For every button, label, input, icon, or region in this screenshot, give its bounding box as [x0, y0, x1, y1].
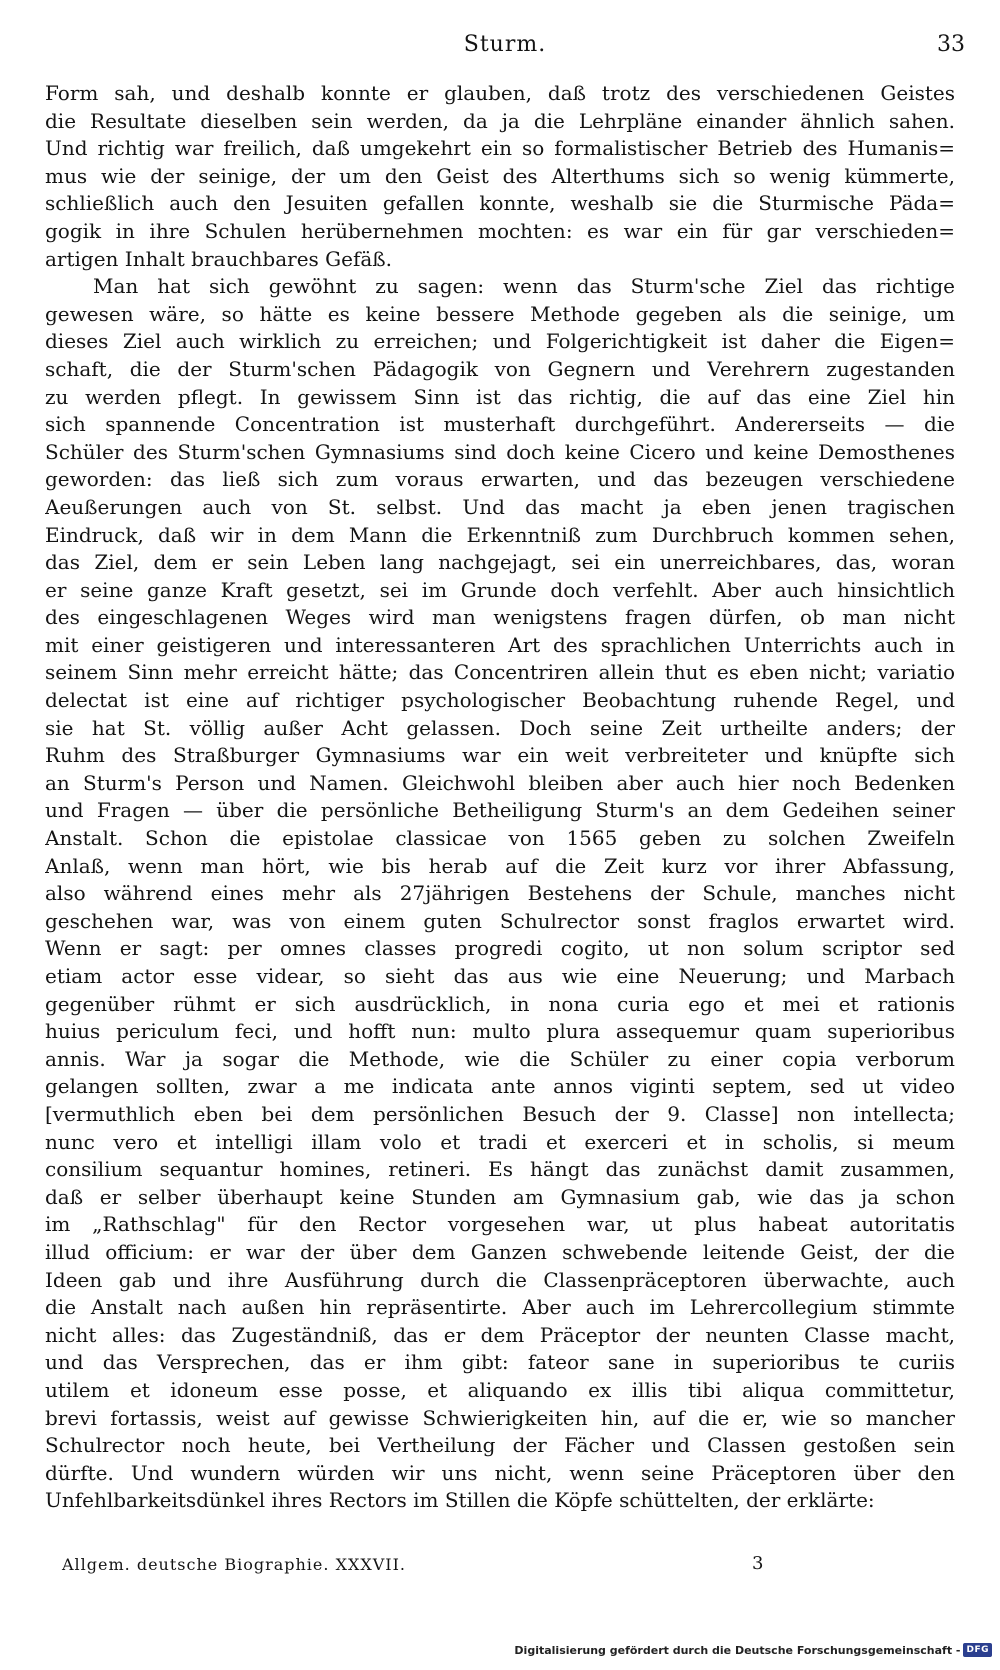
text-line: geschehen war, was von einem guten Schulrector sonst fraglos erwartet wird. [45, 908, 955, 933]
text-line: etiam actor esse videar, so sieht das aus wie eine Neuerung; und Marbach [45, 964, 955, 988]
text-line: dieses Ziel auch wirklich zu erreichen; und Folgerichtigkeit ist daher die Eigen= [45, 329, 955, 354]
text-line: an Sturm's Person und Namen. Gleichwohl bleiben aber auch hier noch Bedenken [45, 770, 955, 795]
text-line: brevi fortassis, weist auf gewisse Schwierigkeiten hin, auf die er, wie so mancher [45, 1405, 955, 1430]
text-line: illud officium: er war der über dem Ganzen schwebende leitende Geist, der die [45, 1239, 955, 1264]
running-head-title: Sturm. [463, 32, 547, 57]
text-line: Ruhm des Straßburger Gymnasiums war ein weit verbreiteter und knüpfte sich [45, 743, 955, 768]
paragraph [45, 80, 955, 273]
text-line: Anlaß, wenn man hört, wie bis herab auf die Zeit kurz vor ihrer Abfassung, [45, 853, 955, 878]
paragraph [45, 273, 955, 1515]
text-line: Schulrector noch heute, bei Vertheilung der Fächer und Classen gestoßen sein [45, 1433, 955, 1458]
text-line: er seine ganze Kraft gesetzt, sei im Grunde doch verfehlt. Aber auch hinsichtlich [45, 577, 955, 602]
text-line: Ideen gab und ihre Ausführung durch die Classenpräceptoren überwachte, auch [45, 1267, 955, 1292]
text-line: gegenüber rühmt er sich ausdrücklich, in nona curia ego et mei et rationis [45, 991, 955, 1016]
text-line: nunc vero et intelligi illam volo et tradi et exerceri et in scholis, si meum [45, 1129, 955, 1154]
text-line: Wenn er sagt: per omnes classes progredi cogito, ut non solum scriptor sed [45, 936, 955, 961]
text-line: seinem Sinn mehr erreicht hätte; das Concentriren allein thut es eben nicht; variatio [45, 660, 955, 685]
source-citation: Allgem. deutsche Biographie. XXXVII. [62, 1555, 407, 1574]
text-line: huius periculum feci, und hofft nun: multo plura assequemur quam superioribus [45, 1019, 955, 1044]
text-line: consilium sequantur homines, retineri. Es hängt das zunächst damit zusammen, [45, 1157, 955, 1182]
text-line: artigen Inhalt brauchbares Gefäß. [45, 246, 393, 271]
text-line: und Fragen — über die persönliche Betheiligung Sturm's an dem Gedeihen seiner [45, 798, 955, 823]
text-line: zu werden pflegt. In gewissem Sinn ist das richtig, die auf das eine Ziel hin [45, 384, 955, 409]
text-line: mus wie der seinige, der um den Geist des Alterthums sich so wenig kümmerte, [45, 163, 955, 188]
text-line: Man hat sich gewöhnt zu sagen: wenn das Sturm'sche Ziel das richtige [93, 274, 955, 299]
text-line: Aeußerungen auch von St. selbst. Und das macht ja eben jenen tragischen [45, 494, 955, 519]
page-number: 33 [937, 32, 965, 57]
digitization-credit [514, 1640, 992, 1660]
text-line: Schüler des Sturm'schen Gymnasiums sind doch keine Cicero und keine Demosthenes [45, 439, 955, 464]
text-line: gogik in ihre Schulen herübernehmen mochten: es war ein für gar verschieden= [45, 218, 955, 243]
text-line: Unfehlbarkeitsdünkel ihres Rectors im Stillen die Köpfe schüttelten, der erklärte: [45, 1488, 875, 1513]
credit-text: Digitalisierung gefördert durch die Deutsche Forschungsgemeinschaft - [514, 1643, 961, 1657]
running-head [45, 28, 965, 64]
text-line: geworden: das ließ sich zum voraus erwarten, und das bezeugen verschiedene [45, 467, 955, 492]
text-line: die Anstalt nach außen hin repräsentirte. Aber auch im Lehrercollegium stimmte [45, 1295, 955, 1320]
page-footer [62, 1555, 822, 1579]
text-line: sich spannende Concentration ist musterhaft durchgeführt. Andererseits — die [45, 412, 955, 437]
text-line: im „Rathschlag" für den Rector vorgesehen war, ut plus habeat autoritatis [45, 1212, 955, 1237]
text-line: delectat ist eine auf richtiger psychologischer Beobachtung ruhende Regel, und [45, 688, 955, 713]
dfg-logo: DFG [963, 1643, 992, 1657]
text-line: und das Versprechen, das er ihm gibt: fateor sane in superioribus te curiis [45, 1350, 955, 1375]
text-line: nicht alles: das Zugeständniß, das er dem Präceptor der neunten Classe macht, [45, 1322, 955, 1347]
text-line: des eingeschlagenen Weges wird man wenigstens fragen dürfen, ob man nicht [45, 605, 955, 630]
text-line: mit einer geistigeren und interessanteren Art des sprachlichen Unterrichts auch in [45, 632, 955, 657]
text-line: Eindruck, daß wir in dem Mann die Erkenntniß zum Durchbruch kommen sehen, [45, 522, 955, 547]
text-line: gewesen wäre, so hätte es keine bessere Methode gegeben als die seinige, um [45, 301, 955, 326]
text-line: schaft, die der Sturm'schen Pädagogik von Gegnern und Verehrern zugestanden [45, 356, 955, 381]
text-line: Form sah, und deshalb konnte er glauben, daß trotz des verschiedenen Geistes [45, 81, 955, 105]
text-line: utilem et idoneum esse posse, et aliquando ex illis tibi aliqua committetur, [45, 1377, 955, 1402]
text-line: Anstalt. Schon die epistolae classicae von 1565 geben zu solchen Zweifeln [45, 826, 955, 851]
signature-mark: 3 [752, 1553, 764, 1574]
text-line: sie hat St. völlig außer Acht gelassen. Doch seine Zeit urtheilte anders; der [45, 715, 955, 740]
text-line: dürfte. Und wundern würden wir uns nicht, wenn seine Präceptoren über den [45, 1460, 955, 1485]
text-line: Und richtig war freilich, daß umgekehrt ein so formalistischer Betrieb des Humanis= [45, 136, 955, 161]
text-line: das Ziel, dem er sein Leben lang nachgejagt, sei ein unerreichbares, das, woran [45, 550, 955, 575]
text-line: schließlich auch den Jesuiten gefallen konnte, weshalb sie die Sturmische Päda= [45, 191, 955, 216]
text-line: also während eines mehr als 27jährigen Bestehens der Schule, manches nicht [45, 881, 955, 906]
body-text [45, 80, 955, 1515]
text-line: [vermuthlich eben bei dem persönlichen Besuch der 9. Classe] non intellecta; [45, 1101, 955, 1126]
text-line: daß er selber überhaupt keine Stunden am Gymnasium gab, wie das ja schon [45, 1184, 955, 1209]
text-line: die Resultate dieselben sein werden, da ja die Lehrpläne einander ähnlich sahen. [45, 108, 955, 133]
text-line: gelangen sollten, zwar a me indicata ante annos viginti septem, sed ut video [45, 1074, 955, 1099]
text-line: annis. War ja sogar die Methode, wie die Schüler zu einer copia verborum [45, 1046, 955, 1071]
